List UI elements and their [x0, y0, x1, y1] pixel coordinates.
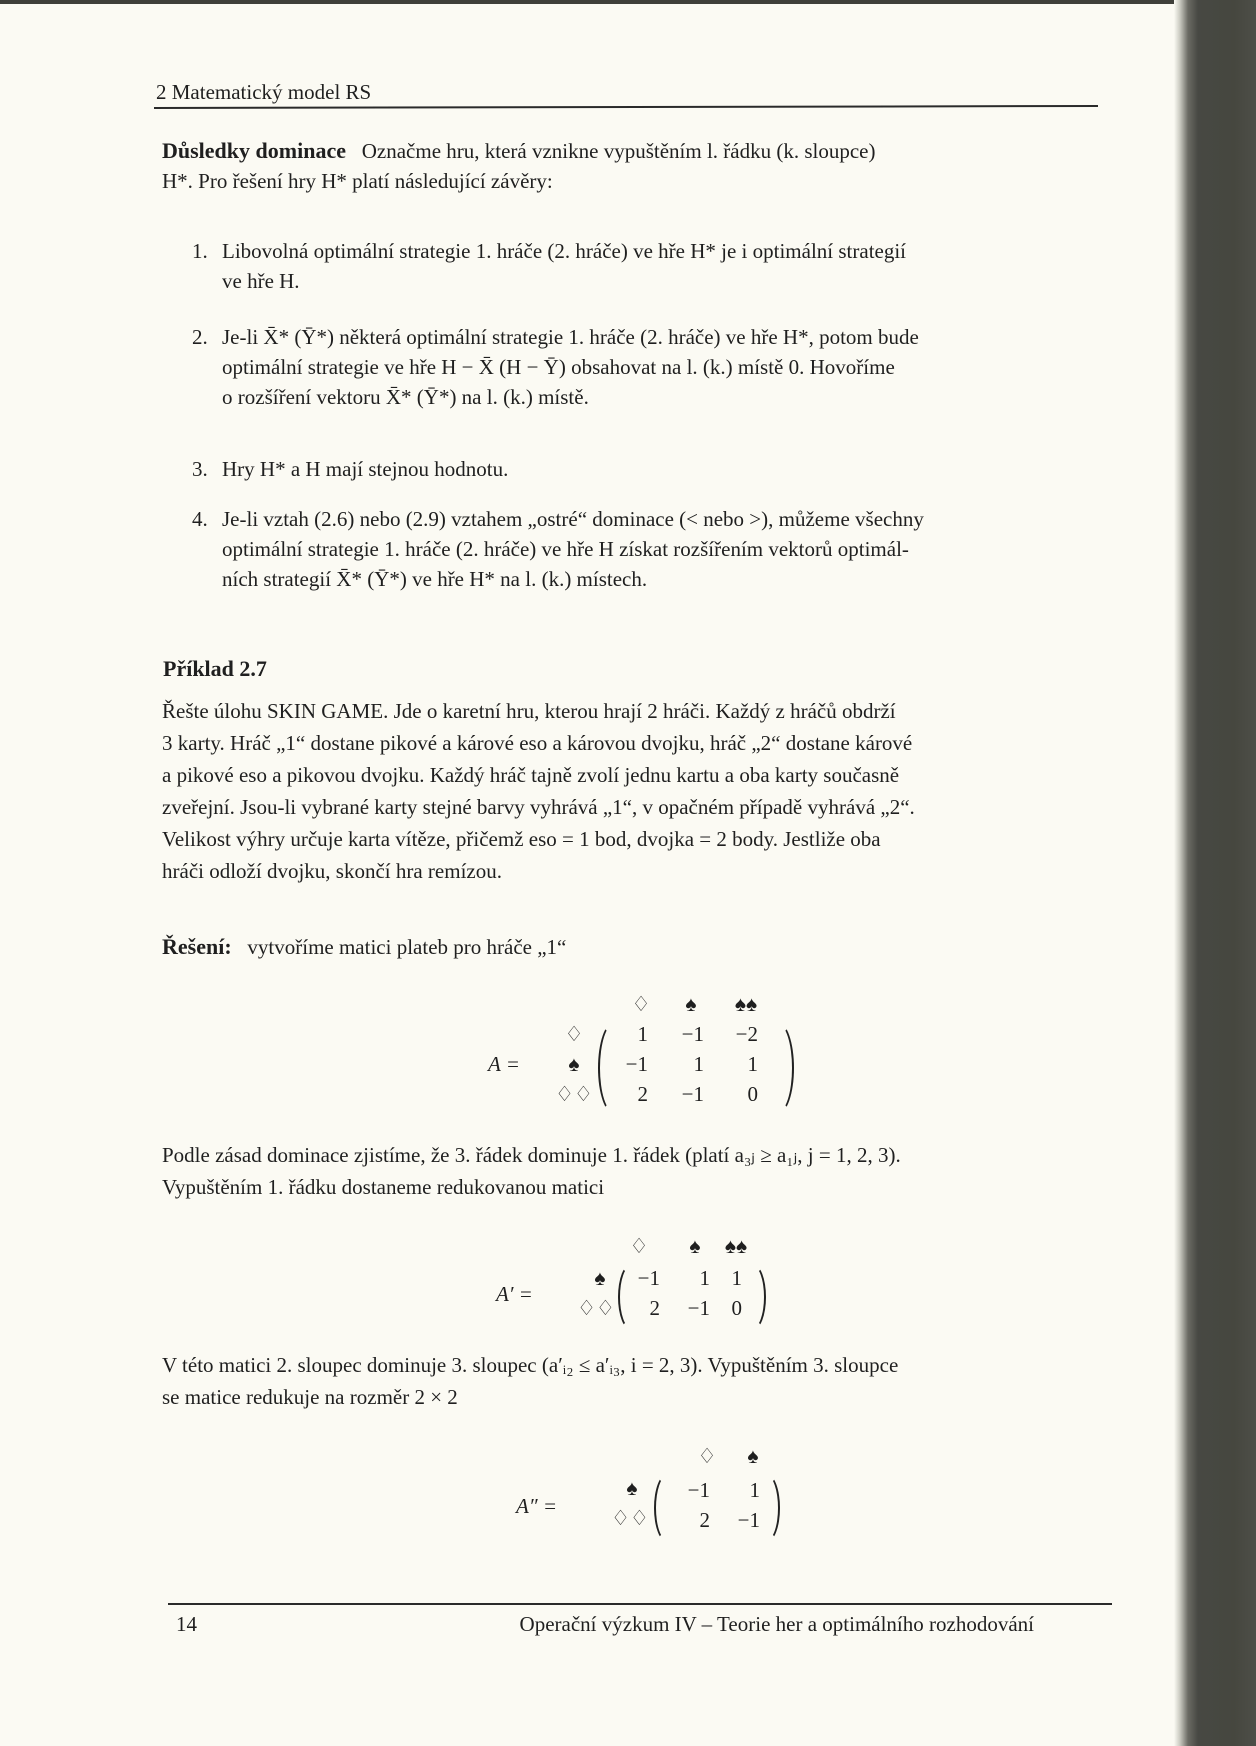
matrix-cell: −1 [737, 1508, 760, 1532]
matrix-cell: −1 [637, 1266, 660, 1290]
matrix-cell: 1 [747, 1052, 758, 1076]
running-head: 2 Matematický model RS [156, 80, 372, 104]
dominance-intro-line-1 [162, 136, 1102, 166]
matrix-cell: 1 [749, 1478, 760, 1502]
spade-icon: ♠ [685, 992, 697, 1016]
dominance-column-text: se matice redukuje na rozměr 2 × 2 [162, 1385, 458, 1409]
diamond-icon: ♢ [564, 1022, 584, 1046]
double-diamond-icon: ♢♢ [577, 1296, 615, 1320]
solution-line [162, 932, 566, 962]
list-item-line: ve hře H. [222, 269, 300, 293]
list-item-line: optimální strategie ve hře H − X̄ (H − Ȳ) obsahovat na l. (k.) místě 0. Hovoříme [222, 355, 895, 379]
matrix-cell: −2 [735, 1022, 758, 1046]
example-line: hráči odloží dvojku, skončí hra remízou. [162, 859, 502, 883]
matrix-a [480, 990, 800, 1120]
matrix-cell: 0 [747, 1082, 758, 1106]
example-line: zveřejní. Jsou-li vybrané karty stejné barvy vyhrává „1“, v opačném případě vyhrává „2“. [162, 795, 915, 819]
dominance-row-text: Vypuštěním 1. řádku dostaneme redukovanou matici [162, 1175, 605, 1199]
matrix-cell: −1 [687, 1296, 710, 1320]
example-line: a pikové eso a pikovou dvojku. Každý hráč tajně zvolí jednu kartu a oba karty současně [162, 763, 900, 787]
diamond-icon: ♢ [697, 1444, 717, 1468]
dominance-intro-text: Označme hru, která vznikne vypuštěním l. řádku (k. sloupce) [361, 139, 876, 163]
matrix-cell: 2 [699, 1508, 710, 1532]
list-item-line: Je-li vztah (2.6) nebo (2.9) vztahem „ostré“ dominace (< nebo >), můžeme všechny [222, 507, 924, 531]
matrix-cell: 1 [693, 1052, 704, 1076]
matrix-cell: 2 [637, 1082, 648, 1106]
spade-icon: ♠ [594, 1266, 606, 1290]
diamond-icon: ♢ [631, 992, 651, 1016]
matrix-a-double-prime [516, 1444, 796, 1544]
page-number: 14 [176, 1612, 197, 1636]
diamond-icon: ♢ [629, 1234, 649, 1258]
right-parenthesis [762, 1022, 794, 1114]
spade-icon: ♠ [626, 1476, 638, 1500]
matrix-cell: −1 [681, 1022, 704, 1046]
double-spade-icon: ♠♠ [724, 1234, 748, 1258]
matrix-a-prime [496, 1234, 796, 1334]
list-item-number: 2. [192, 325, 208, 349]
list-item-line: ních strategií X̄* (Ȳ*) ve hře H* na l. (k.) místech. [222, 567, 648, 591]
example-title: Příklad 2.7 [163, 656, 267, 681]
double-diamond-icon: ♢♢ [555, 1082, 593, 1106]
matrix-cell: −1 [681, 1082, 704, 1106]
dominance-row-text: Podle zásad dominace zjistíme, že 3. řádek dominuje 1. řádek (platí a₃ⱼ ≥ a₁ⱼ, j = 1, 2, 3). [162, 1143, 901, 1167]
example-line: 3 karty. Hráč „1“ dostane pikové a kárové eso a károvou dvojku, hráč „2“ dostane kárové [162, 731, 913, 755]
right-parenthesis [740, 1264, 766, 1330]
list-item-number: 1. [192, 239, 208, 263]
example-line: Řešte úlohu SKIN GAME. Jde o karetní hru, kterou hrají 2 hráči. Každý z hráčů obdrží [162, 699, 896, 723]
dominance-column-text: V této matici 2. sloupec dominuje 3. sloupec (a′ᵢ₂ ≤ a′ᵢ₃, i = 2, 3). Vypuštěním 3. sloupce [162, 1353, 899, 1377]
spade-icon: ♠ [689, 1234, 701, 1258]
list-item-line: Libovolná optimální strategie 1. hráče (2. hráče) ve hře H* je i optimální strategií [222, 239, 907, 263]
spade-icon: ♠ [568, 1052, 580, 1076]
list-item-number: 3. [192, 457, 208, 481]
list-item-line: Hry H* a H mají stejnou hodnotu. [222, 457, 509, 481]
dominance-intro-line-2: H*. Pro řešení hry H* platí následující závěry: [162, 169, 553, 193]
matrix-cell: 1 [637, 1022, 648, 1046]
solution-intro: vytvoříme matici plateb pro hráče „1“ [247, 935, 567, 959]
header-rule [154, 105, 1098, 109]
double-spade-icon: ♠♠ [734, 992, 758, 1016]
list-item-line: optimální strategie 1. hráče (2. hráče) ve hře H získat rozšířením vektorů optimál- [222, 537, 909, 561]
matrix-a-prime-name: A′ = [496, 1282, 533, 1306]
double-diamond-icon: ♢♢ [611, 1506, 649, 1530]
footer-rule [168, 1603, 1112, 1605]
book-spine-shadow [1174, 0, 1256, 1746]
spade-icon: ♠ [747, 1444, 759, 1468]
list-item-line: Je-li X̄* (Ȳ*) některá optimální strategie 1. hráče (2. hráče) ve hře H*, potom bude [222, 325, 919, 349]
matrix-a-name: A = [488, 1052, 520, 1076]
matrix-cell: 1 [731, 1266, 742, 1290]
book-title: Operační výzkum IV – Teorie her a optimálního rozhodování [519, 1612, 1034, 1636]
list-item-line: o rozšíření vektoru X̄* (Ȳ*) na l. (k.) místě. [222, 385, 589, 409]
matrix-a-double-prime-name: A″ = [516, 1494, 557, 1518]
matrix-cell: −1 [687, 1478, 710, 1502]
list-item-number: 4. [192, 507, 208, 531]
matrix-cell: 0 [731, 1296, 742, 1320]
dominance-title: Důsledky dominace [162, 138, 346, 163]
matrix-cell: 2 [649, 1296, 660, 1320]
solution-label: Řešení: [162, 934, 232, 959]
matrix-cell: 1 [699, 1266, 710, 1290]
matrix-cell: −1 [625, 1052, 648, 1076]
example-line: Velikost výhry určuje karta vítěze, přičemž eso = 1 bod, dvojka = 2 body. Jestliže oba [162, 827, 881, 851]
